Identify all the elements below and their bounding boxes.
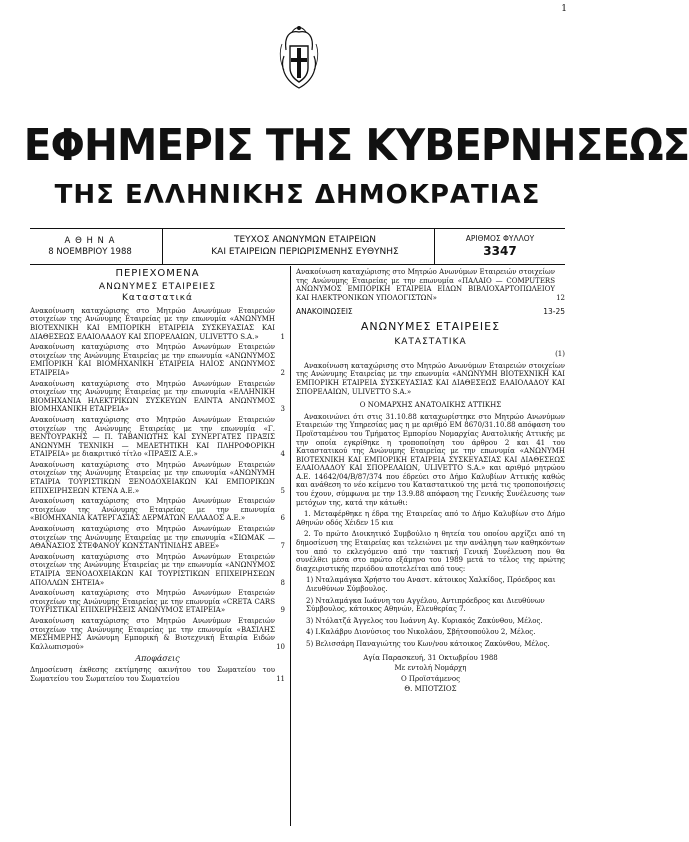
sheet-number: 3347	[483, 244, 517, 258]
prefect-heading: Ο ΝΟΜΑΡΧΗΣ ΑΝΑΤΟΛΙΚΗΣ ΑΤΤΙΚΗΣ	[359, 401, 502, 410]
entry-page: 11	[276, 674, 285, 683]
announcement-intro: Ανακοίνωση καταχώρισης στο Μητρώο Ανωνύμων Εταιρειών στοιχείων της Ανώνυμης Εταιρείας με την επωνυμία «ΑΝΩΝΥΜΗ ΒΙΟΤΕΧΝΙΚΗ ΚΑΙ ΕΜΠΟΡΙΚΗ ΕΤΑΙΡΕΙΑ ΣΥΣΚΕΥΑΣΙΑΣ ΚΑΙ ΔΙΑΘΕΣΕΩΣ ΕΛΑΙΟΛΑΔΟΥ ΚΑΙ ΣΠΟΡΕΛΑΙΩΝ, ULIVETTO S.A.»	[296, 361, 565, 396]
announcement-body: Ανακοινώνει ότι στις 31.10.88 καταχωρίστηκε στο Μητρώο Ανωνύμων Εταιρειών της Υπηρεσίας μας η με αριθμό ΕΜ 8670/31.10.88 απόφαση του Προϊσταμένου του Τμήματος Εμπορίου Νομαρχίας Ανατολικής Αττικής με την οποία εγκρίθηκε η τροποποίηση του άρθρου 2 και 41 του Καταστατικού της Ανώνυμης Εταιρείας με την επωνυμία «ΑΝΩΝΥΜΗ ΒΙΟΤΕΧΝΙΚΗ ΚΑΙ ΕΜΠΟΡΙΚΗ ΕΤΑΙΡΕΙΑ ΣΥΣΚΕΥΑΣΙΑΣ ΚΑΙ ΔΙΑΘΕΣΕΩΣ ΕΛΑΙΟΛΑΔΟΥ ΚΑΙ ΣΠΟΡΕΛΑΙΩΝ, ULIVETTO S.A.» και αριθμό μητρώου Α.Ε. 14642/04/Β/87/374 που έδρεύει στο Δήμο Καλυβίων Αττικής καθώς και ανάθεση το νέο κείμενο του Καταστατικού της μετά τις τροποποιήσεις του έχουν, σύμφωνα με την 13.9.88 απόφαση της Γενικής Συνέλευσης των μετόχων της, κατά την κάτωθι:	[296, 412, 565, 507]
entry-page: 3	[280, 405, 285, 414]
contents-column	[30, 268, 285, 685]
contents-entry: Ανακοίνωση καταχώρισης στο Μητρώο Ανωνύμων Εταιρειών στοιχείων της Ανώνυμης Εταιρείας με την επωνυμία «ΣΙΩΜΑΚ — ΑΘΑΝΑΣΙΟΣ ΣΤΕΦΑΝΟΥ ΚΩΝΣΤΑΝΤΙΝΙΔΗΣ ΑΒΕΕ» 7	[30, 525, 285, 551]
board-member: 1) Νταλαμάγκα Χρήστο του Αναστ. κάτοικος Χαλκίδος, Πρόεδρος και Διευθύνων Σύμβουλος.	[306, 576, 556, 593]
board-member: 4) Ι.Καλάβρυ Διονύσιος του Νικολάου, Σβήτσοπούλου 2, Μέλος.	[306, 628, 536, 637]
issue-date: 8 ΝΟΕΜΒΡΙΟΥ 1988	[48, 247, 132, 257]
issue-type-line: ΤΕΥΧΟΣ ΑΝΩΝΥΜΩΝ ΕΤΑΙΡΕΙΩΝ	[233, 235, 377, 245]
gazette-subtitle: ΤΗΣ ΕΛΛΗΝΙΚΗΣ ΔΗΜΟΚΡΑΤΙΑΣ	[54, 180, 541, 210]
announcements-page: 13-25	[543, 307, 565, 317]
contents-entry: Ανακοίνωση καταχώρισης στο Μητρώο Ανωνύμων Εταιρειών στοιχείων της Ανώνυμης Εταιρείας με την επωνυμία «ΒΙΟΜΗΧΑΝΙΑ ΚΑΤΕΡΓΑΣΙΑΣ ΔΕΡΜΑΤΩΝ ΕΛΛΑΔΟΣ Α.Ε.» 6	[30, 497, 285, 523]
contents-entry: Ανακοίνωση καταχώρισης στο Μητρώο Ανωνύμων Εταιρειών στοιχείων της Ανώνυμης Εταιρείας με την επωνυμία «ΑΝΩΝΥΜΗ ΒΙΟΤΕΧΝΙΚΗ ΚΑΙ ΕΜΠΟΡΙΚΗ ΕΤΑΙΡΕΙΑ ΣΥΣΚΕΥΑΣΙΑΣ ΚΑΙ ΔΙΑΘΕΣΕΩΣ ΕΛΑΙΟΛΑΔΟΥ ΚΑΙ ΣΠΟΡΕΛΑΙΩΝ, ULIVETTO S.A.» 1	[30, 306, 285, 341]
board-member: 2) Νταλαμάγκα Ιωάννη του Αγγέλου, Αντιπρόεδρος και Διευθύνων Σύμβουλος, κάτοικος Αθηνών, Ελευθερίας 7.	[306, 596, 545, 614]
entry-page: 9	[280, 606, 285, 615]
contents-entry: Ανακοίνωση καταχώρισης στο Μητρώο Ανωνύμων Εταιρειών στοιχείων της Ανώνυμης Εταιρείας με την επωνυμία «Γ. ΒΕΝΤΟΥΡΑΚΗΣ — Π. ΤΑΒΑΝΙΩΤΗΣ ΚΑΙ ΣΥΝΕΡΓΑΤΕΣ ΠΡΑΞΙΣ ΑΝΩΝΥΜΗ ΤΕΧΝΙΚΗ — ΜΕΛΕΤΗΤΙΚΗ ΚΑΙ ΠΛΗΡΟΦΟΡΙΚΗ ΕΤΑΙΡΕΙΑ» με διακριτικό τίτλο «ΠΡΑΞΙΣ Α.Ε.» 4	[30, 415, 285, 459]
sheet-number-label: ΑΡΙΘΜΟΣ ΦΥΛΛΟΥ	[465, 234, 535, 243]
place-date: Αγία Παρασκευή, 31 Οκτωβρίου 1988	[363, 653, 498, 662]
entry-page: 10	[276, 642, 285, 651]
subsection-heading: Καταστατικά	[122, 293, 193, 304]
contents-entry: Ανακοίνωση καταχώρισης στο Μητρώο Ανωνύμων Εταιρειών στοιχείων της Ανώνυμης Εταιρείας με την επωνυμία «ΑΝΩΝΥΜΟΣ ΕΜΠΟΡΙΚΗ ΚΑΙ ΒΙΟΜΗΧΑΝΙΚΗ ΕΤΑΙΡΕΙΑ ΗΛΙΟΣ ΑΝΩΝΥΜΟΣ ΕΤΑΙΡΕΙΑ» 2	[30, 343, 285, 377]
announcement-column	[296, 268, 565, 696]
announcement-item: 1. Μεταφέρθηκε η έδρα της Εταιρείας από το Δήμο Καλυβίων στο Δήμο Αθηνών οδός Χέιδεν 15 κια	[296, 510, 565, 527]
rule-bottom	[30, 264, 565, 265]
issue-infobar	[30, 232, 565, 262]
announcements-label: ΑΝΑΚΟΙΝΩΣΕΙΣ	[296, 307, 353, 317]
decisions-heading: Αποφάσεις	[135, 654, 180, 664]
subsection-heading: ΚΑΤΑΣΤΑΤΙΚΑ	[394, 336, 467, 347]
announcement-item: 2. Το πρώτο Διοικητικό Συμβούλιο η θητεία του οποίου αρχίζει από τη δημοσίευση της Εταιρείας και τελειώνει με την ανάληψη των καθηκόντων του από το εκλεγόμενο από την τακτική Γενική Συνέλευση που θα συνέλθει μέσα στο πρώτο εξάμηνο του 1989 μετά το τέλος της πρώτης διαχειριστικής περιόδου αποτελείται από τους:	[296, 530, 565, 573]
issue-type	[180, 234, 430, 258]
mandate-line: Με εντολή Νομάρχη	[394, 664, 467, 673]
contents-entry: Ανακοίνωση καταχώρισης στο Μητρώο Ανωνύμων Εταιρειών στοιχείων της Ανώνυμης Εταιρείας με την επωνυμία «ΕΛΛΗΝΙΚΗ ΒΙΟΜΗΧΑΝΙΑ ΗΛΕΚΤΡΙΚΩΝ ΣΥΣΚΕΥΩΝ ΕΛΙΝΤΑ ΑΝΩΝΥΜΟΣ ΒΙΟΜΗΧΑΝΙΚΗ ΕΤΑΙΡΕΙΑ» 3	[30, 379, 285, 414]
entry-page: 8	[280, 578, 285, 587]
announcements-entry	[296, 308, 565, 317]
board-member: 3) Ντόλατζά Άγγελος του Ιωάννη Αγ. Κυριακός Ζακύνθου, Μέλος.	[306, 616, 543, 625]
coat-of-arms-icon	[276, 22, 322, 92]
contents-heading: ΠΕΡΙΕΧΟΜΕΝΑ	[115, 268, 200, 279]
entry-page: 6	[280, 514, 285, 523]
entry-page: 1	[280, 332, 285, 341]
contents-entry: Ανακοίνωση καταχώρισης στο Μητρώο Ανωνύμων Εταιρειών στοιχείων της Ανώνυμης Εταιρείας με την επωνυμία «ΑΝΩΝΥΜΗ ΕΤΑΙΡΙΑ ΤΟΥΡΙΣΤΙΚΩΝ ΞΕΝΟΔΟΧΕΙΑΚΩΝ ΚΑΙ ΕΜΠΟΡΙΚΩΝ ΕΠΙΧΕΙΡΗΣΕΩΝ ΚΤΕΝΑ Α.Ε.» 5	[30, 460, 285, 495]
rule-top	[30, 228, 565, 229]
entry-page: 7	[280, 542, 285, 551]
contents-entry: Ανακοίνωση καταχώρισης στο Μητρώο Ανωνύμων Εταιρειών στοιχείων της Ανώνυμης Εταιρείας με την επωνυμία «ΒΑΣΙΛΗΣ ΜΕΣΗΜΕΡΗΣ Ανώνυμη Εμπορική & Βιοτεχνική Εταιρία Ειδών Καλλωπισμού» 10	[30, 616, 285, 651]
section-heading: ΑΝΩΝΥΜΕΣ ΕΤΑΙΡΕΙΕΣ	[360, 319, 501, 333]
contents-entry: Ανακοίνωση καταχώρισης στο Μητρώο Ανωνύμων Εταιρειών στοιχείων της Ανώνυμης Εταιρείας με την επωνυμία «CRETA CARS ΤΟΥΡΙΣΤΙΚΑΙ ΕΠΙΧΕΙΡΗΣΕΙΣ ΑΝΩΝΥΜΟΣ ΕΤΑΙΡΕΙΑ» 9	[30, 589, 285, 615]
announcement-number: (1)	[555, 350, 565, 359]
issue-place: Α Θ Η Ν Α	[64, 236, 116, 246]
signatory-role: Ο Προϊστάμενος	[400, 674, 461, 683]
contents-entry: Ανακοίνωση καταχώρισης στο Μητρώο Ανωνύμων Εταιρειών στοιχείων της Ανώνυμης Εταιρείας με την επωνυμία «ΑΝΩΝΥΜΟΣ ΕΤΑΙΡΙΑ ΞΕΝΟΔΟΧΕΙΑΚΩΝ ΚΑΙ ΤΟΥΡΙΣΤΙΚΩΝ ΕΠΙΧΕΙΡΗΣΕΩΝ ΑΠΟΛΛΩΝ ΣΗΤΕΙΑ» 8	[30, 552, 285, 587]
board-member: 5) Βελισσάρη Παναγιώτης του Κων/νου κάτοικος Ζακύνθου, Μέλος.	[306, 639, 550, 648]
issue-type-line: ΚΑΙ ΕΤΑΙΡΕΙΩΝ ΠΕΡΙΩΡΙΣΜΕΝΗΣ ΕΥΘΥΝΗΣ	[211, 247, 399, 257]
contents-entry: Ανακοίνωση καταχώρισης στο Μητρώο Ανωνύμων Εταιρειών στοιχείων της Ανώνυμης Εταιρείας με την επωνυμία «ΠΑΛΑΙΟ — COMPUTERS ΑΝΩΝΥΜΟΣ ΕΜΠΟΡΙΚΗ ΕΤΑΙΡΕΙΑ ΕΙΔΩΝ ΒΙΒΛΙΟΧΑΡΤΟΠΩΛΕΙΟΥ ΚΑΙ ΗΛΕΚΤΡΟΝΙΚΩΝ ΥΠΟΛΟΓΙΣΤΩΝ» 12	[296, 268, 565, 302]
page-corner-mark: 1	[561, 4, 567, 14]
entry-page: 5	[280, 486, 285, 495]
decision-entry: Δημοσίευση έκθεσης εκτίμησης ακινήτου του Σωματείου του Σωματείου του Σωματείου του Σωματείου 11	[30, 665, 285, 683]
entry-page: 4	[280, 450, 285, 459]
column-separator	[290, 266, 291, 826]
entry-page: 2	[280, 368, 285, 377]
entry-page: 12	[556, 293, 565, 302]
section-heading: ΑΝΩΝΥΜΕΣ ΕΤΑΙΡΕΙΕΣ	[98, 281, 217, 292]
signatory-name: Θ. ΜΠΟΤΖΙΟΣ	[404, 685, 457, 694]
gazette-title: ΕΦΗΜΕΡΙΣ ΤΗΣ ΚΥΒΕΡΝΗΣΕΩΣ	[23, 120, 689, 171]
